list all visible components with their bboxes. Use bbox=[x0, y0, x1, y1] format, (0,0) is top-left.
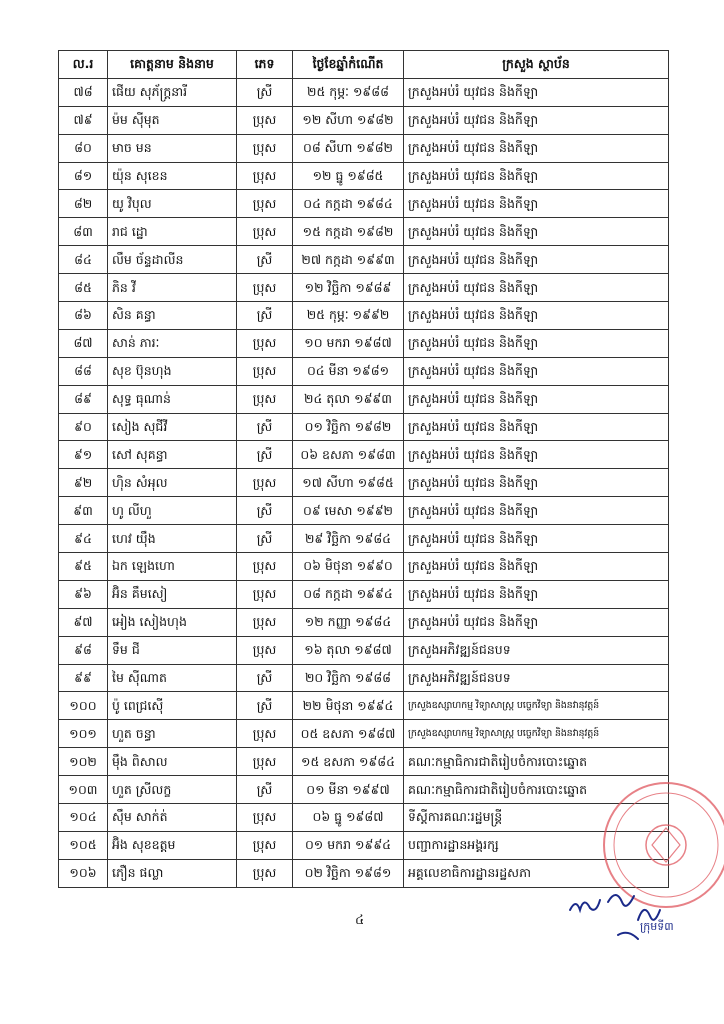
row-number: ៩៩ bbox=[59, 664, 108, 692]
row-sex: ស្រី bbox=[237, 776, 293, 804]
row-sex: ប្រុស bbox=[237, 636, 293, 664]
row-sex: ប្រុស bbox=[237, 580, 293, 608]
row-number: ៨២ bbox=[59, 190, 108, 218]
row-name: ភឿន ផល្លា bbox=[108, 859, 237, 887]
row-dob: ០៤ កក្កដា ១៩៨៤ bbox=[293, 190, 404, 218]
row-sex: ស្រី bbox=[237, 664, 293, 692]
row-number: ១០៣ bbox=[59, 776, 108, 804]
row-dob: ១២ វិច្ឆិកា ១៩៨៩ bbox=[293, 274, 404, 302]
row-number: ៨៧ bbox=[59, 329, 108, 357]
table-row bbox=[59, 134, 669, 162]
row-number: ៩៥ bbox=[59, 553, 108, 581]
header-ministry: ក្រសួង ស្ថាប័ន bbox=[404, 51, 669, 79]
row-number: ៨១ bbox=[59, 162, 108, 190]
row-ministry: ក្រសួងអប់រំ យុវជន និងកីឡា bbox=[404, 580, 669, 608]
row-ministry: ក្រសួងអប់រំ យុវជន និងកីឡា bbox=[404, 469, 669, 497]
row-sex: ប្រុស bbox=[237, 134, 293, 162]
row-name: សុខ ប៊ុនហុង bbox=[108, 357, 237, 385]
table-row bbox=[59, 385, 669, 413]
row-name: យ៉ុន សុខេន bbox=[108, 162, 237, 190]
row-sex: ប្រុស bbox=[237, 831, 293, 859]
table-row bbox=[59, 692, 669, 720]
row-ministry: ក្រសួងអប់រំ យុវជន និងកីឡា bbox=[404, 246, 669, 274]
row-dob: ២៧ កក្កដា ១៩៩៣ bbox=[293, 246, 404, 274]
row-number: ៩៤ bbox=[59, 525, 108, 553]
row-dob: ១៦ តុលា ១៩៨៧ bbox=[293, 636, 404, 664]
row-dob: ២៤ តុលា ១៩៩៣ bbox=[293, 385, 404, 413]
table-row bbox=[59, 190, 669, 218]
row-sex: ប្រុស bbox=[237, 385, 293, 413]
table-row bbox=[59, 246, 669, 274]
header-dob: ថ្ងៃខែឆ្នាំកំណើត bbox=[293, 51, 404, 79]
page-number: ៤ bbox=[355, 913, 365, 928]
row-sex: ស្រី bbox=[237, 413, 293, 441]
row-name: ហួត ចន្ធា bbox=[108, 720, 237, 748]
row-name: ភិន វី bbox=[108, 274, 237, 302]
row-dob: ២៥ កុម្ភៈ ១៩៨៨ bbox=[293, 78, 404, 106]
row-number: ៨៥ bbox=[59, 274, 108, 302]
row-number: ៩៦ bbox=[59, 580, 108, 608]
row-dob: ២២ មិថុនា ១៩៩៤ bbox=[293, 692, 404, 720]
signature-note: ក្រុមទី៣ bbox=[640, 920, 674, 933]
row-dob: ០៩ មេសា ១៩៩២ bbox=[293, 497, 404, 525]
row-dob: ០៦ ធ្នូ ១៩៨៧ bbox=[293, 804, 404, 832]
row-number: ៨៣ bbox=[59, 218, 108, 246]
row-ministry: ក្រសួងអប់រំ យុវជន និងកីឡា bbox=[404, 106, 669, 134]
row-dob: ២០ វិច្ឆិកា ១៩៨៨ bbox=[293, 664, 404, 692]
row-name: ទឹម ជី bbox=[108, 636, 237, 664]
row-number: ១០០ bbox=[59, 692, 108, 720]
row-number: ៨៦ bbox=[59, 302, 108, 330]
table-row bbox=[59, 302, 669, 330]
row-sex: ស្រី bbox=[237, 692, 293, 720]
row-sex: ប្រុស bbox=[237, 357, 293, 385]
table-row bbox=[59, 413, 669, 441]
row-dob: ១៥ កក្កដា ១៩៨២ bbox=[293, 218, 404, 246]
row-name: ហេវ យ៉ឹង bbox=[108, 525, 237, 553]
row-name: ហ៊ិន សំអុល bbox=[108, 469, 237, 497]
row-sex: ស្រី bbox=[237, 78, 293, 106]
row-name: សិន គន្ធា bbox=[108, 302, 237, 330]
row-ministry: ក្រសួងឧស្សាហកម្ម វិទ្យាសាស្រ្ត បច្ចេកវិទ្យា និងនវានុវត្តន៍ bbox=[404, 692, 669, 720]
row-number: ៧៩ bbox=[59, 106, 108, 134]
row-sex: ស្រី bbox=[237, 441, 293, 469]
table-row bbox=[59, 441, 669, 469]
row-dob: ០១ មករា ១៩៩៤ bbox=[293, 831, 404, 859]
row-sex: ប្រុស bbox=[237, 469, 293, 497]
table-row bbox=[59, 664, 669, 692]
row-ministry: ក្រសួងអប់រំ យុវជន និងកីឡា bbox=[404, 302, 669, 330]
row-name: អ៊ិន គឹមសៀ bbox=[108, 580, 237, 608]
row-ministry: ក្រសួងអប់រំ យុវជន និងកីឡា bbox=[404, 413, 669, 441]
row-sex: ប្រុស bbox=[237, 274, 293, 302]
row-name: អៀង សៀងហុង bbox=[108, 608, 237, 636]
row-sex: ប្រុស bbox=[237, 162, 293, 190]
row-ministry: ក្រសួងអប់រំ យុវជន និងកីឡា bbox=[404, 357, 669, 385]
row-number: ៨៩ bbox=[59, 385, 108, 413]
row-number: ៨៨ bbox=[59, 357, 108, 385]
row-dob: ១៥ ឧសភា ១៩៨៤ bbox=[293, 748, 404, 776]
row-sex: ស្រី bbox=[237, 302, 293, 330]
row-dob: ១២ សីហា ១៩៨២ bbox=[293, 106, 404, 134]
row-ministry: ក្រសួងអប់រំ យុវជន និងកីឡា bbox=[404, 441, 669, 469]
row-dob: ០៨ សីហា ១៩៨២ bbox=[293, 134, 404, 162]
row-name: លឹម ច័ន្ទដាលីន bbox=[108, 246, 237, 274]
row-ministry: គណៈកម្មាធិការជាតិរៀបចំការបោះឆ្នោត bbox=[404, 748, 669, 776]
row-name: ប៉ូ ពេជ្រស៊ើ bbox=[108, 692, 237, 720]
row-ministry: ក្រសួងអប់រំ យុវជន និងកីឡា bbox=[404, 162, 669, 190]
row-dob: ០៨ កក្កដា ១៩៩៤ bbox=[293, 580, 404, 608]
row-dob: ០១ មីនា ១៩៩៧ bbox=[293, 776, 404, 804]
row-sex: ប្រុស bbox=[237, 106, 293, 134]
row-ministry: ក្រសួងអប់រំ យុវជន និងកីឡា bbox=[404, 329, 669, 357]
row-sex: ប្រុស bbox=[237, 190, 293, 218]
row-ministry: គណៈកម្មាធិការជាតិរៀបចំការបោះឆ្នោត bbox=[404, 776, 669, 804]
row-dob: ២៩ វិច្ឆិកា ១៩៨៤ bbox=[293, 525, 404, 553]
row-sex: ប្រុស bbox=[237, 329, 293, 357]
row-ministry: បញ្ជាការដ្ឋានអង្គរក្ស bbox=[404, 831, 669, 859]
row-dob: ០៦ ឧសភា ១៩៨៣ bbox=[293, 441, 404, 469]
header-row bbox=[59, 51, 669, 79]
row-dob: ១០ មករា ១៩៨៧ bbox=[293, 329, 404, 357]
row-ministry: ក្រសួងអប់រំ យុវជន និងកីឡា bbox=[404, 134, 669, 162]
table-row bbox=[59, 218, 669, 246]
roster-table bbox=[58, 50, 669, 888]
table-row bbox=[59, 608, 669, 636]
row-ministry: ក្រសួងអប់រំ យុវជន និងកីឡា bbox=[404, 497, 669, 525]
row-number: ៩២ bbox=[59, 469, 108, 497]
row-dob: ២៥ កុម្ភៈ ១៩៩២ bbox=[293, 302, 404, 330]
row-dob: ០២ វិច្ឆិកា ១៩៨១ bbox=[293, 859, 404, 887]
row-number: ១០៦ bbox=[59, 859, 108, 887]
row-ministry: ក្រសួងអប់រំ យុវជន និងកីឡា bbox=[404, 190, 669, 218]
row-ministry: ក្រសួងអប់រំ យុវជន និងកីឡា bbox=[404, 218, 669, 246]
row-number: ៩១ bbox=[59, 441, 108, 469]
row-number: ១០២ bbox=[59, 748, 108, 776]
row-number: ១០១ bbox=[59, 720, 108, 748]
table-row bbox=[59, 357, 669, 385]
row-name: យូ វិបុល bbox=[108, 190, 237, 218]
row-name: ផើយ សុភ័ក្រ្តនារី bbox=[108, 78, 237, 106]
row-name: សាន់ ភារៈ bbox=[108, 329, 237, 357]
row-ministry: អគ្គលេខាធិការដ្ឋានរដ្ឋសភា bbox=[404, 859, 669, 887]
row-sex: ស្រី bbox=[237, 497, 293, 525]
row-ministry: ក្រសួងអប់រំ យុវជន និងកីឡា bbox=[404, 608, 669, 636]
row-sex: ប្រុស bbox=[237, 804, 293, 832]
row-name: រាជ ដ្ឋោ bbox=[108, 218, 237, 246]
row-dob: ១៧ សីហា ១៩៨៥ bbox=[293, 469, 404, 497]
row-number: ១០៤ bbox=[59, 804, 108, 832]
table-row bbox=[59, 329, 669, 357]
row-number: ៩៧ bbox=[59, 608, 108, 636]
row-dob: ០៤ មីនា ១៩៨១ bbox=[293, 357, 404, 385]
row-ministry: ក្រសួងអប់រំ យុវជន និងកីឡា bbox=[404, 385, 669, 413]
row-ministry: ក្រសួងអប់រំ យុវជន និងកីឡា bbox=[404, 553, 669, 581]
row-sex: ស្រី bbox=[237, 246, 293, 274]
table-row bbox=[59, 525, 669, 553]
row-ministry: ក្រសួងអភិវឌ្ឍន៍ជនបទ bbox=[404, 636, 669, 664]
table-row bbox=[59, 106, 669, 134]
header-name: គោត្តនាម និងនាម bbox=[108, 51, 237, 79]
row-sex: ប្រុស bbox=[237, 720, 293, 748]
row-number: ៩៣ bbox=[59, 497, 108, 525]
row-ministry: ក្រសួងអប់រំ យុវជន និងកីឡា bbox=[404, 78, 669, 106]
header-no: ល.រ bbox=[59, 51, 108, 79]
table-row bbox=[59, 274, 669, 302]
row-ministry: ក្រសួងឧស្សាហកម្ម វិទ្យាសាស្រ្ត បច្ចេកវិទ្យា និងនវានុវត្តន៍ bbox=[404, 720, 669, 748]
row-name: ហួត ស្រីលក្ខ bbox=[108, 776, 237, 804]
row-name: ឯក ឡេងហោ bbox=[108, 553, 237, 581]
row-number: ៨០ bbox=[59, 134, 108, 162]
table-row bbox=[59, 469, 669, 497]
row-ministry: ទីស្តីការគណៈរដ្ឋមន្ត្រី bbox=[404, 804, 669, 832]
row-name: ម៉ឹង ពិសាល bbox=[108, 748, 237, 776]
row-dob: ០៥ ឧសភា ១៩៨៧ bbox=[293, 720, 404, 748]
table-row bbox=[59, 720, 669, 748]
table-row bbox=[59, 636, 669, 664]
row-ministry: ក្រសួងអប់រំ យុវជន និងកីឡា bbox=[404, 274, 669, 302]
row-name: អ៊ិង សុខឧត្តម bbox=[108, 831, 237, 859]
row-sex: ប្រុស bbox=[237, 748, 293, 776]
row-sex: ប្រុស bbox=[237, 553, 293, 581]
table-row bbox=[59, 553, 669, 581]
row-number: ១០៥ bbox=[59, 831, 108, 859]
table-row bbox=[59, 162, 669, 190]
table-body bbox=[59, 78, 669, 887]
row-sex: ប្រុស bbox=[237, 218, 293, 246]
row-number: ៨៤ bbox=[59, 246, 108, 274]
row-name: មាច មន bbox=[108, 134, 237, 162]
table-row bbox=[59, 78, 669, 106]
row-name: សៀង សុជីវី bbox=[108, 413, 237, 441]
table-row bbox=[59, 580, 669, 608]
row-sex: ប្រុស bbox=[237, 859, 293, 887]
row-number: ៧៨ bbox=[59, 78, 108, 106]
row-name: សៅ សុគន្ធា bbox=[108, 441, 237, 469]
row-name: មៃ ស៊ីណាត bbox=[108, 664, 237, 692]
header-sex: ភេទ bbox=[237, 51, 293, 79]
row-dob: ០១ វិច្ឆិកា ១៩៨២ bbox=[293, 413, 404, 441]
row-sex: ប្រុស bbox=[237, 608, 293, 636]
row-name: ស៊ឹម សាក់ត់ bbox=[108, 804, 237, 832]
row-sex: ស្រី bbox=[237, 525, 293, 553]
row-ministry: ក្រសួងអប់រំ យុវជន និងកីឡា bbox=[404, 525, 669, 553]
row-name: ហូ លីហួ bbox=[108, 497, 237, 525]
row-ministry: ក្រសួងអភិវឌ្ឍន៍ជនបទ bbox=[404, 664, 669, 692]
row-dob: ១២ ធ្នូ ១៩៨៥ bbox=[293, 162, 404, 190]
row-name: ម៉ម ស៊ីមុត bbox=[108, 106, 237, 134]
row-dob: ០៦ មិថុនា ១៩៩០ bbox=[293, 553, 404, 581]
row-number: ៩០ bbox=[59, 413, 108, 441]
table-row bbox=[59, 497, 669, 525]
row-name: សុទ្ធ ធុណាន់ bbox=[108, 385, 237, 413]
row-number: ៩៨ bbox=[59, 636, 108, 664]
row-dob: ១២ កញ្ញា ១៩៨៤ bbox=[293, 608, 404, 636]
